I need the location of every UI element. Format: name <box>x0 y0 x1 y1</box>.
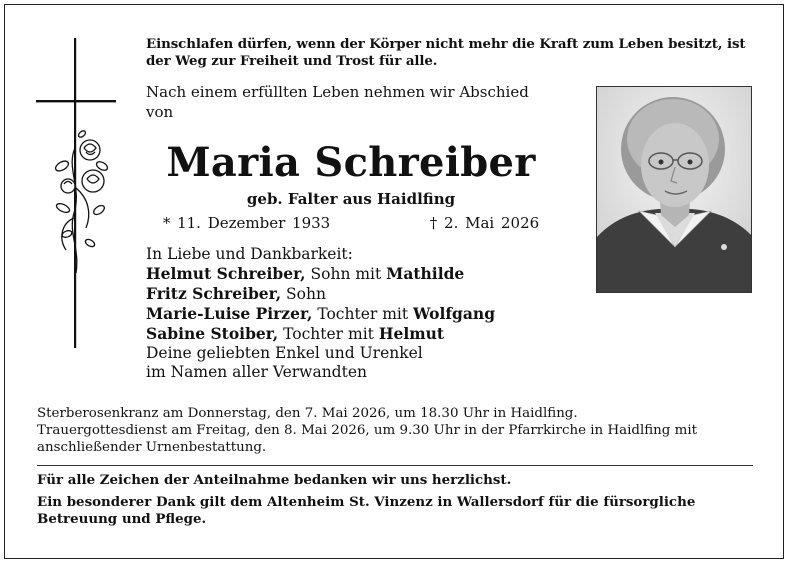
cross-with-roses-icon <box>36 38 118 348</box>
maiden-name: geb. Falter aus Haidlfing <box>246 190 456 208</box>
mourners-heading: In Liebe und Dankbarkeit: <box>146 245 353 263</box>
mourner-relation: Tochter mit <box>312 305 414 323</box>
lead-line: von <box>146 103 174 121</box>
mourner-name: Marie-Luise Pirzer, <box>146 304 313 323</box>
divider <box>37 465 753 466</box>
death-date: † 2. Mai 2026 <box>429 214 540 232</box>
portrait-photo <box>596 86 752 293</box>
mourners-list <box>146 245 495 382</box>
mourner-relation: Tochter mit <box>278 325 379 343</box>
birth-date: * 11. Dezember 1933 <box>162 214 331 232</box>
mourner-line <box>146 324 495 344</box>
mourner-extra: im Namen aller Verwandten <box>146 363 367 381</box>
thanks-line: Ein besonderer Dank gilt dem Altenheim St. Vinzenz in Wallersdorf für die fürsorgliche Betreuung und Pflege. <box>37 494 696 527</box>
mourner-partner: Helmut <box>378 324 445 343</box>
mourner-name: Helmut Schreiber, <box>146 264 306 283</box>
deceased-name: Maria Schreiber <box>166 139 536 186</box>
mourner-relation: Sohn <box>281 285 326 303</box>
mourner-partner: Mathilde <box>386 264 465 283</box>
funeral-service: Trauergottesdienst am Freitag, den 8. Mai 2026, um 9.30 Uhr in der Pfarrkirche in Haidlfing mit anschließender Urnenbestattung. <box>37 423 697 455</box>
lead-line: Nach einem erfüllten Leben nehmen wir Abschied <box>146 83 529 101</box>
lead-text <box>146 82 529 122</box>
mourner-name: Sabine Stoiber, <box>146 324 279 343</box>
mourner-line <box>146 284 495 304</box>
deceased-block <box>146 140 556 232</box>
mourner-partner: Wolfgang <box>413 304 496 323</box>
mourner-line <box>146 304 495 324</box>
intro-quote: Einschlafen dürfen, wenn der Körper nicht mehr die Kraft zum Leben besitzt, ist der Weg zur Freiheit und Trost für alle. <box>146 36 746 69</box>
rosary-service: Sterberosenkranz am Donnerstag, den 7. Mai 2026, um 18.30 Uhr in Haidlfing. <box>37 406 578 421</box>
mourner-relation: Sohn mit <box>305 265 387 283</box>
mourner-line <box>146 264 495 284</box>
thanks-block <box>37 472 759 533</box>
life-dates <box>146 214 556 232</box>
mourner-extra: Deine geliebten Enkel und Urenkel <box>146 344 423 362</box>
service-info <box>37 405 757 456</box>
mourner-name: Fritz Schreiber, <box>146 284 282 303</box>
thanks-line: Für alle Zeichen der Anteilnahme bedanken wir uns herzlichst. <box>37 472 512 488</box>
